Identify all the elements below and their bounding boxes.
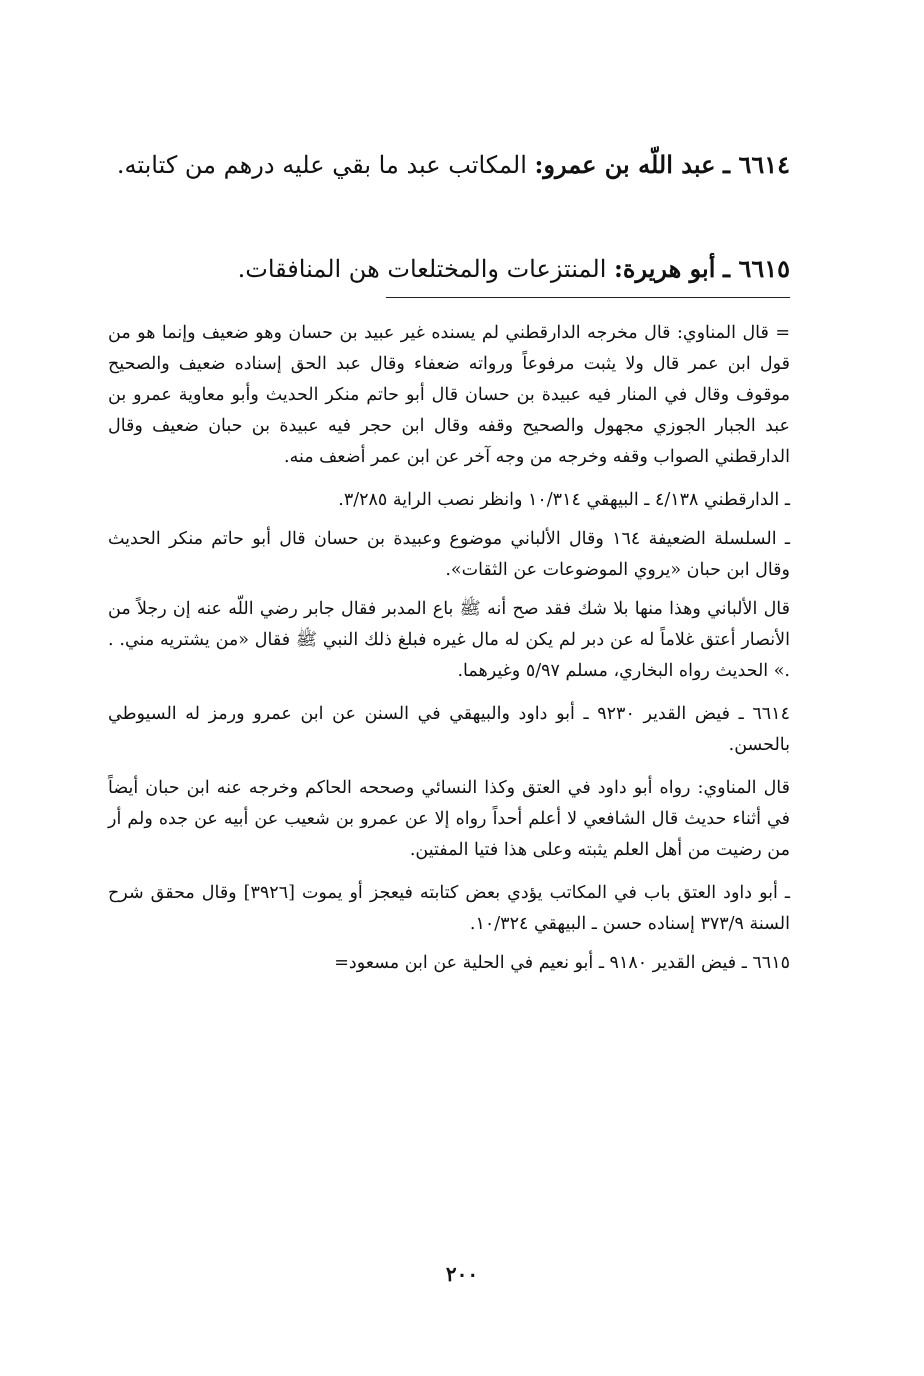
footnotes xyxy=(108,318,790,991)
entry-narrator: عبد اللّه بن عمرو: xyxy=(534,150,716,179)
footnote-paragraph: ـ أبو داود العتق باب في المكاتب يؤدي بعض كتابته فيعجز أو يموت [٣٩٢٦] وقال محقق شرح السنة ٣٧٣/٩ إسناده حسن ـ البيهقي ١٠/٣٢٤. xyxy=(108,883,790,934)
footnote-paragraph: ٦٦١٤ ـ فيض القدير ٩٢٣٠ ـ أبو داود والبيهقي في السنن عن ابن عمرو ورمز له السيوطي بالحسن. xyxy=(108,704,790,755)
footnote-paragraph: = قال المناوي: قال مخرجه الدارقطني لم يسنده غير عبيد بن حسان وهو ضعيف وإنما هو من قول ابن عمر قال ولا يثبت مرفوعاً ورواته ضعفاء وقال عبد الحق إسناده ضعيف والصحيح موقوف وقال في المنار فيه عبيدة بن حسان قال أبو حاتم منكر الحديث وأبو معاوية عمرو بن عبد الجبار الجوزي مجهول والصحيح وقفه وقال ابن حجر فيه عبيدة بن حبان ضعيف وقال الدارقطني الصواب وقفه وخرجه من وجه آخر عن ابن عمر أضعف منه. xyxy=(108,323,790,467)
footnote-separator xyxy=(386,297,790,298)
footnote-paragraph: قال المناوي: رواه أبو داود في العتق وكذا النسائي وصححه الحاكم وخرجه عنه ابن حبان أيضاً في أثناء حديث قال الشافعي لا أعلم أحداً رواه إلا عن عمرو بن شعيب عن أبيه عن جده ولم أر من رضيت من أهل العلم يثبته وعلى هذا فتيا المفتين. xyxy=(108,778,790,860)
entry-text: المنتزعات والمختلعات هن المنافقات. xyxy=(237,255,607,283)
footnote-paragraph: قال الألباني وهذا منها بلا شك فقد صح أنه ﷺ باع المدبر فقال جابر رضي اللّه عنه إن رجلاً من الأنصار أعتق غلاماً له عن دبر لم يكن له مال غيره فبلغ ذلك النبي ﷺ فقال «من يشتريه مني. . .» الحديث رواه البخاري، مسلم ٥/٩٧ وغيرهما. xyxy=(108,599,790,681)
hadith-entry-6614 xyxy=(108,142,790,188)
entry-text: المكاتب عبد ما بقي عليه درهم من كتابته. xyxy=(116,151,527,179)
footnote-paragraph: ـ الدارقطني ٤/١٣٨ ـ البيهقي ١٠/٣١٤ وانظر نصب الراية ٣/٢٨٥. xyxy=(338,490,790,510)
footnote-paragraph: ٦٦١٥ ـ فيض القدير ٩١٨٠ ـ أبو نعيم في الحلية عن ابن مسعود= xyxy=(334,953,790,973)
hadith-entry-6615 xyxy=(108,246,790,292)
entry-narrator: أبو هريرة: xyxy=(614,254,716,283)
entry-number: ٦٦١٤ ـ xyxy=(723,150,790,179)
page-number: ٢٠٠ xyxy=(445,1262,479,1286)
footnote-paragraph: ـ السلسلة الضعيفة ١٦٤ وقال الألباني موضوع وعبيدة بن حسان قال أبو حاتم منكر الحديث وقال ابن حبان «يروي الموضوعات عن الثقات». xyxy=(108,529,790,580)
entry-number: ٦٦١٥ ـ xyxy=(723,254,790,283)
